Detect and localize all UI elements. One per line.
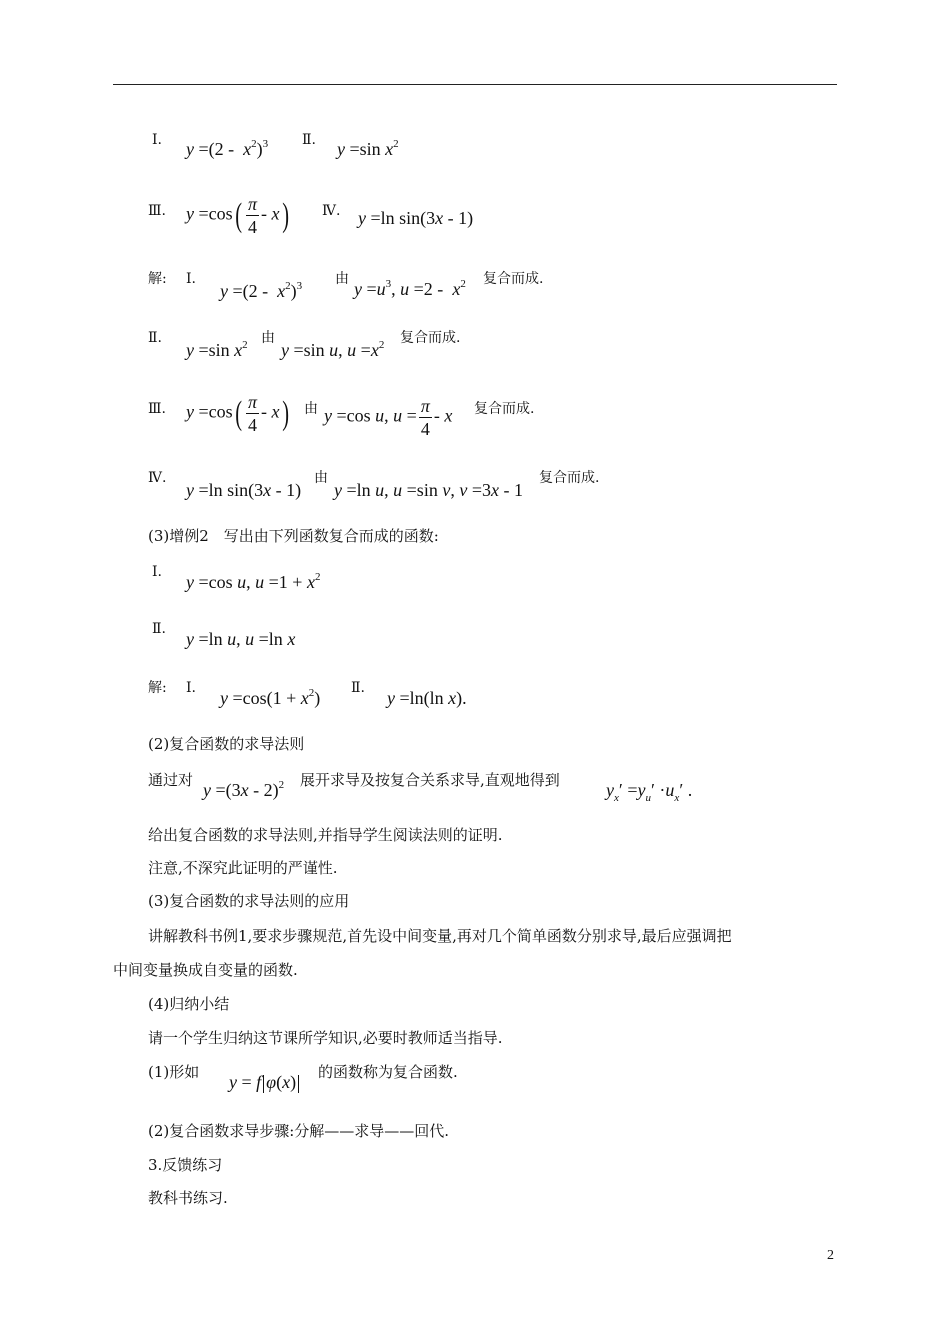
formula-ii: y =sin $x^2$: [337, 138, 399, 159]
label-roman-1: Ⅰ.: [152, 132, 162, 148]
label-roman-2: Ⅱ.: [148, 330, 162, 346]
formula-ii: y =sin $x^2$: [186, 339, 248, 360]
answer-ex2-i: $y =\cos(1 + x^2)$: [220, 687, 321, 708]
label-roman-1: Ⅰ.: [186, 680, 196, 696]
formula-expand: y =(3x - 2)$^2$: [203, 779, 285, 800]
formula-ii-decomp: y =sin u, $u =x^2$: [281, 339, 385, 360]
formula-iv: y =ln sin(3x - 1): [358, 208, 474, 228]
via-text-pre: 通过对: [148, 771, 194, 789]
feedback-heading: 3.反馈练习: [148, 1156, 223, 1174]
word-composed: 复合而成.: [483, 271, 544, 287]
rule-heading: (2)复合函数的求导法则: [148, 735, 305, 753]
solution-label: 解:: [148, 271, 167, 287]
formula-iv: y =ln sin(3x - 1): [186, 480, 302, 500]
formula-iii-decomp: y =cos u, u = $\frac{\pi}{4}$ - x: [324, 396, 453, 439]
formula-ex2-ii: y =ln u, u =ln x: [186, 629, 296, 649]
label-roman-2: Ⅱ.: [302, 132, 316, 148]
word-by: 由: [314, 470, 328, 486]
label-roman-4: Ⅳ.: [148, 470, 167, 486]
formula-i: $y =(2 - x^2)^3$: [186, 138, 269, 159]
label-roman-3: Ⅲ.: [148, 203, 166, 219]
text-summary-2: (2)复合函数求导步骤:分解——求导——回代.: [148, 1122, 450, 1140]
label-roman-1: Ⅰ.: [152, 564, 162, 580]
word-by: 由: [304, 401, 318, 417]
solution-label: 解:: [148, 680, 167, 696]
formula-iii: y =cos( $\frac{\pi}{4}$ - x): [186, 194, 289, 237]
label-roman-2: Ⅱ.: [351, 680, 365, 696]
formula-i: $y =(2 - x^2)^3$: [220, 280, 303, 301]
summary-1-pre: (1)形如: [148, 1063, 200, 1081]
header-rule: [113, 84, 837, 85]
text-summary: 请一个学生归纳这节课所学知识,必要时教师适当指导.: [148, 1029, 503, 1047]
formula-composite: y = f φ(x): [229, 1073, 301, 1093]
via-text-mid: 展开求导及按复合关系求导,直观地得到: [300, 771, 560, 789]
apply-heading: (3)复合函数的求导法则的应用: [148, 892, 350, 910]
formula-iv-decomp: y =ln u, u =sin v, v =3x - 1: [334, 480, 523, 500]
answer-ex2-ii: y =ln(ln x).: [387, 688, 467, 708]
text-give-rule: 给出复合函数的求导法则,并指导学生阅读法则的证明.: [148, 826, 503, 844]
formula-ex2-i: y =cos u, $u =1 + x^2$: [186, 571, 321, 592]
summary-heading: (4)归纳小结: [148, 995, 230, 1013]
word-composed: 复合而成.: [474, 401, 535, 417]
text-feedback: 教科书练习.: [148, 1189, 228, 1207]
text-example-line-1: 讲解教科书例1,要求步骤规范,首先设中间变量,再对几个简单函数分别求导,最后应强调把: [148, 927, 732, 945]
formula-iii: y =cos( $\frac{\pi}{4}$ - x): [186, 392, 289, 435]
label-roman-2: Ⅱ.: [152, 621, 166, 637]
label-roman-1: Ⅰ.: [186, 271, 196, 287]
summary-1-post: 的函数称为复合函数.: [318, 1063, 458, 1081]
word-composed: 复合而成.: [400, 330, 461, 346]
word-composed: 复合而成.: [539, 470, 600, 486]
text-example-line-2: 中间变量换成自变量的函数.: [113, 961, 298, 979]
example-2-heading: (3)增例2 写出由下列函数复合而成的函数:: [148, 527, 439, 545]
word-by: 由: [335, 271, 349, 287]
word-by: 由: [261, 330, 275, 346]
formula-i-decomp: $y =u^3$, $u =2 - x^2$: [354, 278, 466, 299]
text-note: 注意,不深究此证明的严谨性.: [148, 859, 338, 877]
page-number: 2: [827, 1248, 834, 1263]
formula-chain-rule: $y_x' =y_u' \cdot u_x'$ .: [606, 780, 693, 804]
label-roman-4: Ⅳ.: [322, 203, 341, 219]
label-roman-3: Ⅲ.: [148, 401, 166, 417]
